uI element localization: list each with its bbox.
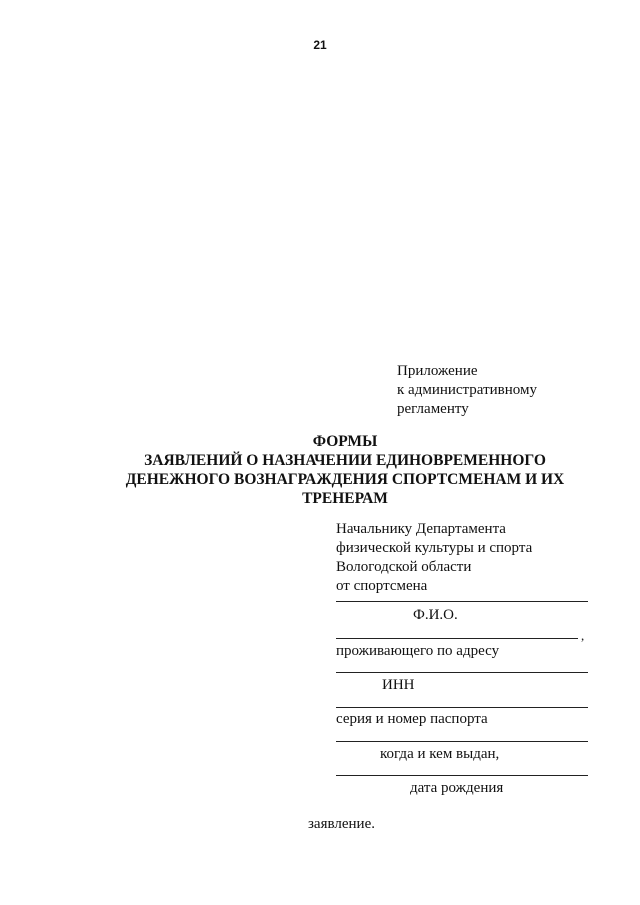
fio-fill-line[interactable] [336,601,588,602]
appendix-line-1: Приложение [397,363,478,379]
title-line-2: ЗАЯВЛЕНИЙ О НАЗНАЧЕНИИ ЕДИНОВРЕМЕННОГО [144,452,546,469]
passport-fill-line[interactable] [336,741,588,742]
addressee-line-1: Начальнику Департамента [336,521,506,537]
title-line-3: ДЕНЕЖНОГО ВОЗНАГРАЖДЕНИЯ СПОРТСМЕНАМ И ИХ [125,471,565,488]
addressee-line-4: от спортсмена [336,578,428,594]
appendix-note [397,362,537,419]
page-number: 21 [313,38,327,52]
inn-caption: ИНН [382,677,415,693]
address-fill-line[interactable] [336,672,588,673]
appendix-line-2: к административному [397,382,537,398]
fio-comma: , [581,628,585,643]
issued-caption: когда и кем выдан, [380,746,500,762]
appendix-line-3: регламенту [397,401,469,417]
addressee-line-2: физической культуры и спорта [336,540,533,556]
fio-continuation-fill-line[interactable] [336,638,578,639]
inn-fill-line[interactable] [336,707,588,708]
address-caption: проживающего по адресу [336,643,500,659]
fio-caption: Ф.И.О. [413,607,458,623]
passport-caption: серия и номер паспорта [336,711,488,727]
addressee-block [336,520,532,596]
statement-word: заявление. [308,816,375,832]
issued-fill-line[interactable] [336,775,588,776]
addressee-line-3: Вологодской области [336,559,472,575]
document-title [100,432,590,508]
title-line-1: ФОРМЫ [312,433,378,450]
birth-date-caption: дата рождения [410,780,504,796]
title-line-4: ТРЕНЕРАМ [302,490,388,507]
